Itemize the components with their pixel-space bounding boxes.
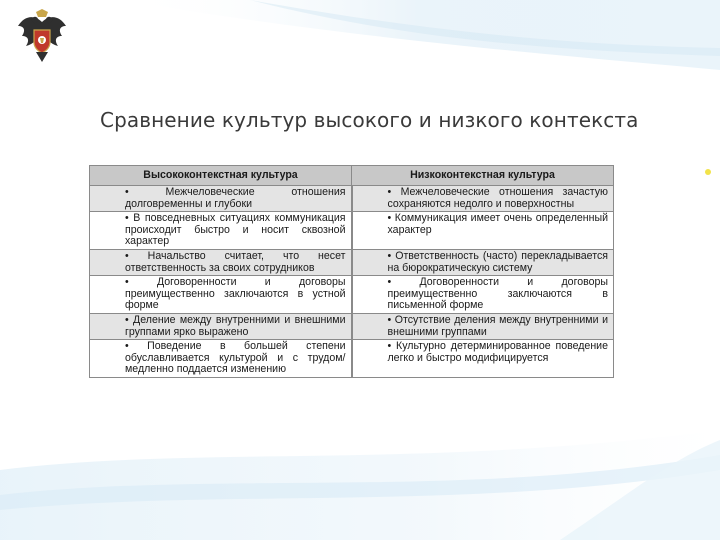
cell-text: • Ответственность (часто) перекладывается на бюрократическую систему (387, 249, 608, 274)
table-cell (352, 212, 614, 250)
table-row (90, 276, 614, 314)
double-headed-eagle-emblem-icon (16, 8, 68, 64)
cell-text: • Деление между внутренними и внешними группами ярко выражено (125, 313, 346, 338)
column-header-high-context: Высококонтекстная культура (90, 166, 352, 186)
table-row (90, 340, 614, 378)
cell-text: • Начальство считает, что несет ответственность за своих сотрудников (125, 249, 346, 274)
cell-text: • Коммуникация имеет очень определенный характер (387, 212, 608, 236)
table-cell (90, 186, 352, 212)
cell-text: • В повседневных ситуациях коммуникация происходит быстро и носит сквозной характер (125, 212, 346, 248)
table-row (90, 212, 614, 250)
cell-text: • Договоренности и договоры преимущественно заключаются в устной форме (125, 276, 346, 312)
comparison-table (89, 165, 614, 378)
table-cell (90, 313, 352, 339)
cell-text: • Культурно детерминированное поведение легко и быстро модифицируется (387, 340, 608, 364)
table-cell (90, 249, 352, 275)
table-row (90, 186, 614, 212)
table-cell (90, 340, 352, 378)
table-row (90, 313, 614, 339)
table-cell (352, 186, 614, 212)
cell-text: • Отсутствие деления между внутренними и внешними группами (387, 313, 608, 338)
table-cell (90, 212, 352, 250)
slide-title: Сравнение культур высокого и низкого контекста (100, 108, 639, 132)
table-cell (352, 276, 614, 314)
table-header-row (90, 166, 614, 186)
table-row (90, 249, 614, 275)
cell-text: • Договоренности и договоры преимущественно заключаются в письменной форме (387, 276, 608, 312)
cell-text: • Поведение в большей степени обуславливается культурой и с трудом/медленно поддается изменению (125, 340, 346, 376)
column-header-low-context: Низкоконтекстная культура (352, 166, 614, 186)
cell-text: • Межчеловеческие отношения долговременны и глубоки (125, 186, 346, 210)
cell-text: • Межчеловеческие отношения зачастую сохраняются недолго и поверхностны (387, 186, 608, 210)
table-cell (90, 276, 352, 314)
table-cell (352, 340, 614, 378)
table-cell (352, 313, 614, 339)
table-cell (352, 249, 614, 275)
